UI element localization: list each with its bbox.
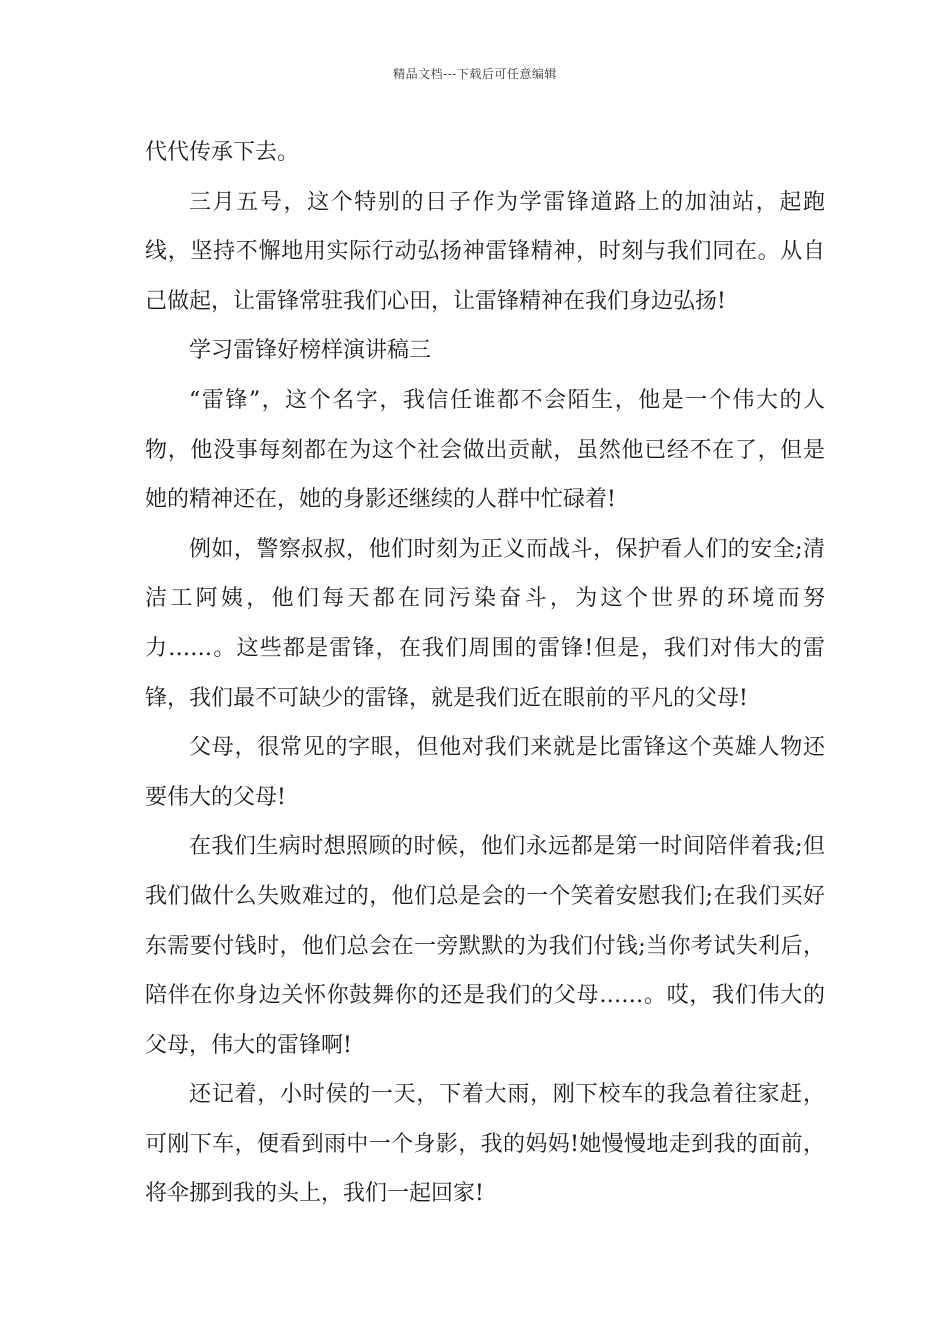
- document-body: [145, 128, 825, 1219]
- paragraph-2: 三月五号，这个特别的日子作为学雷锋道路上的加油站，起跑线，坚持不懈地用实际行动弘扬神雷锋精神，时刻与我们同在。从自己做起，让雷锋常驻我们心田，让雷锋精神在我们身边弘扬!: [145, 189, 825, 314]
- paragraph-3: “雷锋”，这个名字，我信任谁都不会陌生，他是一个伟大的人物，他没事每刻都在为这个社会做出贡献，虽然他已经不在了，但是她的精神还在，她的身影还继续的人群中忙碌着!: [145, 387, 825, 513]
- section-title: 学习雷锋好榜样演讲稿三: [189, 338, 432, 364]
- paragraph-4: 例如，警察叔叔，他们时刻为正义而战斗，保护看人们的安全;清洁工阿姨，他们每天都在同污染奋斗，为这个世界的环境而努力……。这些都是雷锋，在我们周围的雷锋!但是，我们对伟大的雷锋，我们最不可缺少的雷锋，就是我们近在眼前的平凡的父母!: [145, 536, 825, 711]
- paragraph-1: 代代传承下去。: [145, 140, 300, 165]
- paragraph-5: 父母，很常见的字眼，但他对我们来就是比雷锋这个英雄人物还要伟大的父母!: [145, 735, 825, 810]
- paragraph-7: 还记着，小时侯的一天，下着大雨，刚下校车的我急着往家赶，可刚下车，便看到雨中一个身影，我的妈妈!她慢慢地走到我的面前，将伞挪到我的头上，我们一起回家!: [145, 1082, 825, 1207]
- paragraph-6: 在我们生病时想照顾的时候，他们永远都是第一时间陪伴着我;但我们做什么失败难过的，他们总是会的一个笑着安慰我们;在我们买好东需要付钱时，他们总会在一旁默默的为我们付钱;当你考试失利后，陪伴在你身边关怀你鼓舞你的还是我们的父母……。哎，我们伟大的父母，伟大的雷锋啊!: [145, 834, 825, 1058]
- page-header: 精品文档---下载后可任意编辑: [393, 67, 557, 81]
